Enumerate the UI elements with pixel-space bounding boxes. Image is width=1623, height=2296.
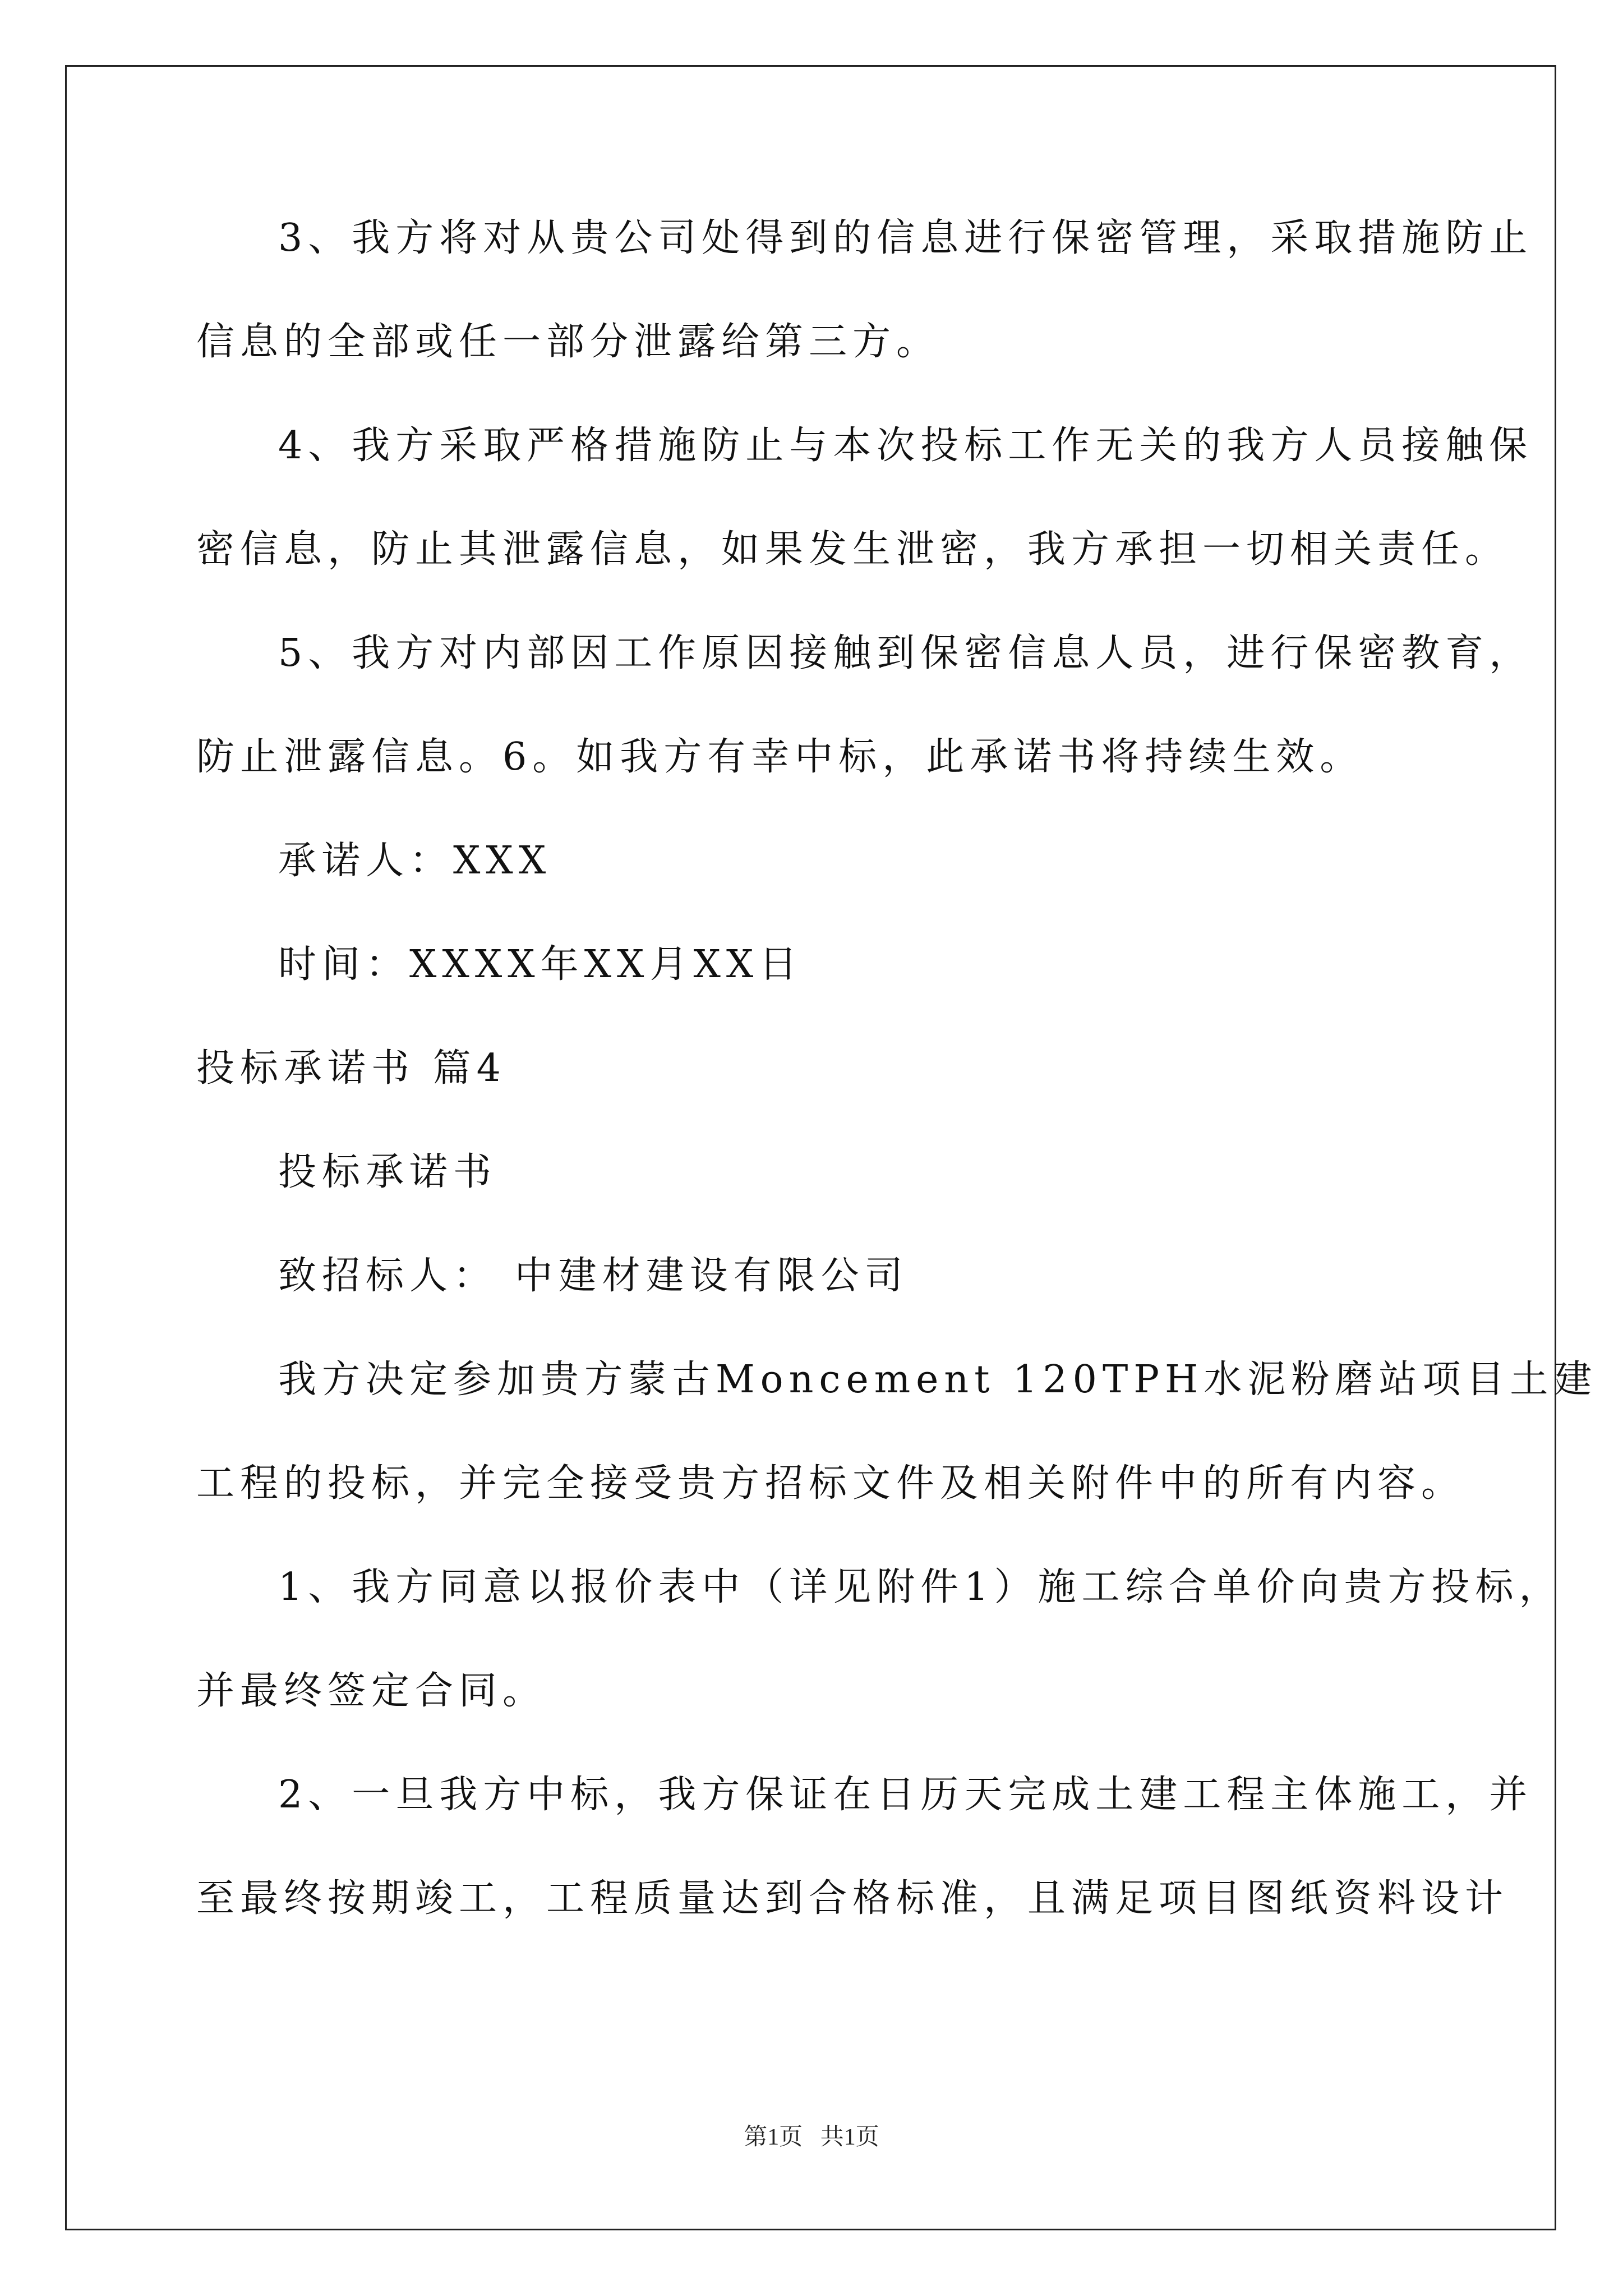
paragraph-line: 密信息，防止其泄露信息，如果发生泄密，我方承担一切相关责任。 <box>196 527 1509 572</box>
date-line: 时间：XXXX年XX月XX日 <box>278 942 803 987</box>
page-number-footer: 第1页 共1页 <box>744 2124 879 2150</box>
document-title: 投标承诺书 <box>278 1150 497 1194</box>
paragraph-line: 2、一旦我方中标，我方保证在日历天完成土建工程主体施工，并 <box>278 1773 1533 1817</box>
paragraph-line: 至最终按期竣工，工程质量达到合格标准，且满足项目图纸资料设计 <box>196 1876 1509 1921</box>
paragraph-line: 工程的投标，并完全接受贵方招标文件及相关附件中的所有内容。 <box>196 1461 1465 1506</box>
paragraph-line: 我方决定参加贵方蒙古Moncement 120TPH水泥粉磨站项目土建 <box>278 1358 1598 1402</box>
section-heading: 投标承诺书 篇4 <box>196 1046 506 1091</box>
paragraph-line: 防止泄露信息。6。如我方有幸中标，此承诺书将持续生效。 <box>196 735 1364 779</box>
paragraph-line: 4、我方采取严格措施防止与本次投标工作无关的我方人员接触保 <box>278 424 1533 468</box>
signer-line: 承诺人：XXX <box>278 839 552 883</box>
paragraph-line: 5、我方对内部因工作原因接触到保密信息人员，进行保密教育， <box>278 631 1533 675</box>
paragraph-line: 3、我方将对从贵公司处得到的信息进行保密管理，采取措施防止 <box>278 216 1533 260</box>
paragraph-line: 信息的全部或任一部分泄露给第三方。 <box>196 320 940 364</box>
paragraph-line: 并最终签定合同。 <box>196 1669 547 1713</box>
paragraph-line: 1、我方同意以报价表中（详见附件1）施工综合单价向贵方投标， <box>278 1565 1563 1609</box>
addressee-line: 致招标人： 中建材建设有限公司 <box>278 1254 909 1298</box>
